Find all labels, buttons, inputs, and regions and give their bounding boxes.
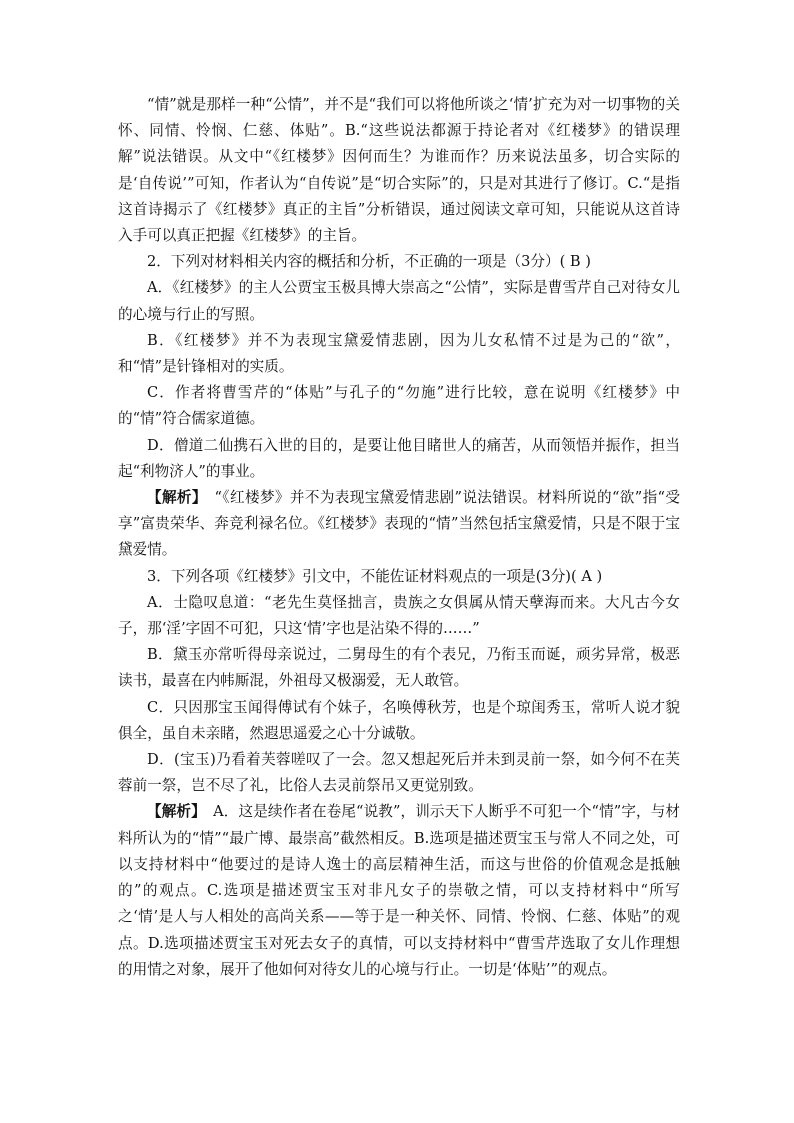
question-2-analysis — [118, 485, 680, 564]
question-3-analysis — [118, 799, 680, 982]
question-2-option-b: B．《红楼梦》并不为表现宝黛爱情悲剧，因为儿女私情不过是为己的“欲”，和“情”是针锋相对的实质。 — [118, 331, 680, 376]
question-2 — [118, 249, 680, 563]
question-2-stem: 2．下列对材料相关内容的概括和分析，不正确的一项是（3分）( B ) — [147, 253, 591, 271]
question-3-option-b: B．黛玉亦常听得母亲说过，二舅母生的有个表兄，乃衔玉而诞，顽劣异常，极恶读书，最喜在内帏厮混，外祖母又极溺爱，无人敢管。 — [118, 646, 680, 690]
intro-paragraph: “情”就是那样一种“公情”，并不是“我们可以将他所谈之‘情’扩充为对一切事物的关怀、同情、怜悯、仁慈、体贴”。B.“这些说法都源于持论者对《红楼梦》的错误理解”说法错误。从文中“《红楼梦》因何而生？为谁而作？历来说法虽多，切合实际的是‘自传说’”可知，作者认为“自传说”是“切合实际”的，只是对其进行了修订。C.“是指这首诗揭示了《红楼梦》真正的主旨”分析错误，通过阅读文章可知，只能说从这首诗入手可以真正把握《红楼梦》的主旨。 — [118, 96, 680, 245]
question-3-stem: 3．下列各项《红楼梦》引文中，不能佐证材料观点的一项是(3分)( A ) — [147, 567, 603, 585]
question-2-option-d: D．僧道二仙携石入世的目的，是要让他目睹世人的痛苦，从而领悟并振作，担当起“利物济人”的事业。 — [118, 436, 680, 480]
analysis-text: A．这是续作者在卷尾“说教”，训示天下人断乎不可犯一个“情”字，与材料所认为的“情”“最广博、最崇高”截然相反。B.选项是描述贾宝玉与常人不同之处，可以支持材料中“他要过的是诗人逸士的高层精神生活，而这与世俗的价值观念是抵触的”的观点。C.选项是描述贾宝玉对非凡女子的崇敬之情，可以支持材料中“所写之‘情’是人与人相处的高尚关系——等于是一种关怀、同情、怜悯、仁慈、体贴”的观点。D.选项描述贾宝玉对死去女子的真情，可以支持材料中“曹雪芹选取了女儿作理想的用情之对象，展开了他如何对待女儿的心境与行止。一切是‘体贴’”的观点。 — [118, 803, 680, 978]
question-3-option-a: A．士隐叹息道：“老先生莫怪拙言，贵族之女俱属从情天孽海而来。大凡古今女子，那‘淫’字固不可犯，只这‘情’字也是沾染不得的……” — [118, 593, 680, 638]
question-3-option-c: C．只因那宝玉闻得傅试有个妹子，名唤傅秋芳，也是个琼闺秀玉，常听人说才貌俱全，虽自未亲睹，然遐思遥爱之心十分诚敬。 — [118, 698, 680, 742]
analysis-label: 【解析】 — [147, 803, 199, 821]
analysis-text: “《红楼梦》并不为表现宝黛爱情悲剧”说法错误。材料所说的“欲”指“受享”富贵荣华、奔竞利禄名位。《红楼梦》表现的“情”当然包括宝黛爱情，只是不限于宝黛爱情。 — [118, 489, 680, 559]
question-3-option-d: D．(宝玉)乃看着芙蓉嗟叹了一会。忽又想起死后并未到灵前一祭，如今何不在芙蓉前一祭，岂不尽了礼，比俗人去灵前祭吊又更觉别致。 — [118, 751, 680, 795]
question-2-option-a: A．《红楼梦》的主人公贾宝玉极具博大崇高之“公情”，实际是曹雪芹自己对待女儿的心境与行止的写照。 — [118, 279, 680, 323]
question-3 — [118, 564, 680, 983]
question-2-option-c: C．作者将曹雪芹的“体贴”与孔子的“勿施”进行比较，意在说明《红楼梦》中的“情”符合儒家道德。 — [118, 384, 680, 428]
document-page — [118, 92, 680, 983]
analysis-label: 【解析】 — [147, 489, 200, 507]
